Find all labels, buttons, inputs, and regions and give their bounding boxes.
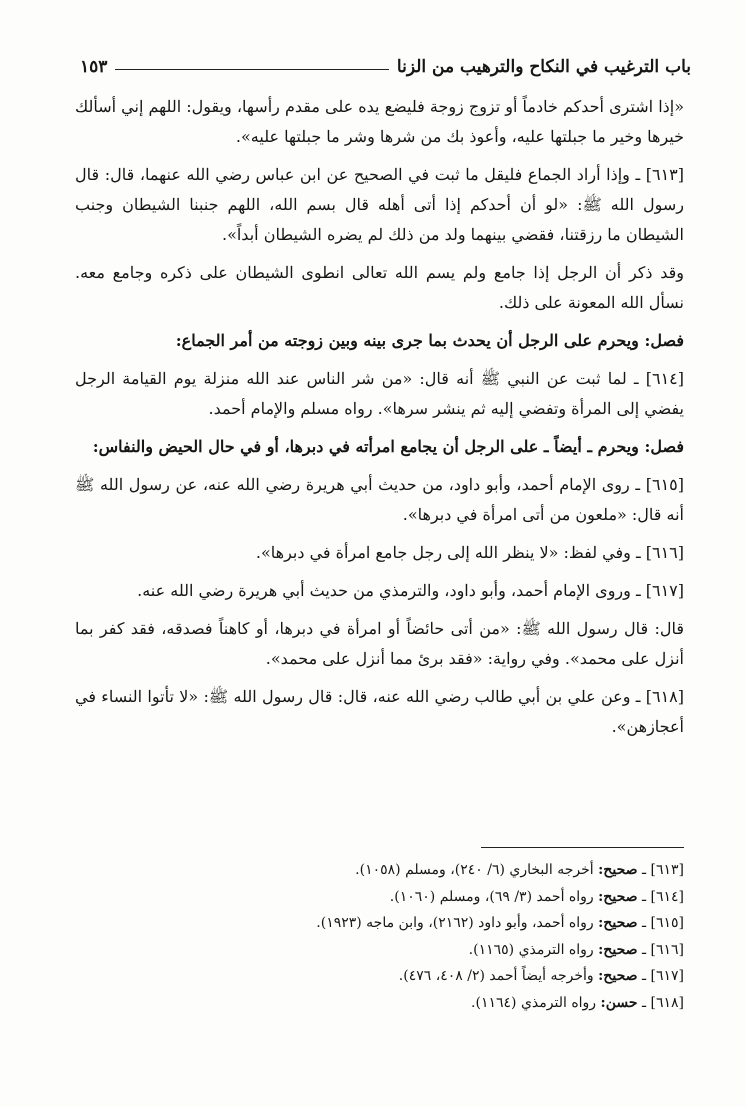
footnote-text: أخرجه البخاري (٦/ ٢٤٠)، ومسلم (١٠٥٨). [355,862,594,878]
footnotes [75,857,684,1016]
footnote-rule [481,847,684,848]
footnote-grade: صحيح: [598,862,638,878]
paragraph: [٦١٧] ـ وروى الإمام أحمد، وأبو داود، والترمذي من حديث أبي هريرة رضي الله عنه. [137,581,684,600]
chapter-title: باب الترغيب في النكاح والترهيب من الزنا [396,57,691,77]
footnote-ref: [٦١٥] ـ [641,915,684,931]
footnote [75,990,684,1017]
footnote-text: رواه أحمد، وأبو داود (٢١٦٢)، وابن ماجه (١٩٢٣). [316,915,594,931]
footnote-grade: صحيح: [598,915,638,931]
footnote-ref: [٦١٨] ـ [641,994,684,1011]
footnote [75,937,684,964]
section-heading: فصل: ويحرم ـ أيضاً ـ على الرجل أن يجامع امرأته في دبرها، أو في حال الحيض والنفاس: [92,437,684,456]
header-rule [115,69,389,70]
footnote-ref: [٦١٦] ـ [641,941,684,958]
footnote-ref: [٦١٧] ـ [641,968,684,984]
section-heading: فصل: ويحرم على الرجل أن يحدث بما جرى بينه وبين زوجته من أمر الجماع: [175,331,684,350]
paragraph: «إذا اشترى أحدكم خادماً أو تزوج زوجة فليضع يده على مقدم رأسها، ويقول: اللهم إني أسألك خيرها وخير ما جبلتها عليه، وأعوذ بك من شرها وشر ما جبلتها عليه». [75,97,684,146]
paragraph: [٦١٦] ـ وفي لفظ: «لا ينظر الله إلى رجل جامع امرأة في دبرها». [255,543,684,562]
footnote-text: رواه أحمد (٣/ ٦٩)، ومسلم (١٠٦٠). [389,888,594,905]
main-text [75,92,684,750]
paragraph: قال: قال رسول الله ﷺ: «من أتى حائضاً أو امرأة في دبرها، أو كاهناً فصدقه، فقد كفر بما أنزل على محمد». وفي رواية: «فقد برئ مما أنزل على محمد». [75,619,684,668]
footnote-ref: [٦١٤] ـ [641,888,684,905]
paragraph: [٦١٨] ـ وعن علي بن أبي طالب رضي الله عنه، قال: قال رسول الله ﷺ: «لا تأتوا النساء في أعجازهن». [75,687,685,736]
footnote-grade: حسن: [600,994,638,1011]
footnote [75,963,684,990]
footnote-ref: [٦١٣] ـ [641,862,684,878]
footnote-text: وأخرجه أيضاً أحمد (٢/ ٤٠٨، ٤٧٦). [398,968,594,984]
footnote-text: رواه الترمذي (١١٦٤). [471,994,597,1011]
footnote [75,884,684,911]
footnote-text: رواه الترمذي (١١٦٥). [468,941,594,958]
paragraph: [٦١٣] ـ وإذا أراد الجماع فليقل ما ثبت في الصحيح عن ابن عباس رضي الله عنهما، قال: قال رسول الله ﷺ: «لو أن أحدكم إذا أتى أهله قال بسم الله، اللهم جنبنا الشيطان وجنب الشيطان ما رزقتنا، فقضي بينهما ولد من ذلك لم يضره الشيطان أبداً». [75,165,684,244]
paragraph: [٦١٥] ـ روى الإمام أحمد، وأبو داود، من حديث أبي هريرة رضي الله عنه، عن رسول الله ﷺ أنه قال: «ملعون من أتى امرأة في دبرها». [75,475,684,524]
footnote [75,910,684,937]
paragraph: وقد ذكر أن الرجل إذا جامع ولم يسم الله تعالى انطوى الشيطان على ذكره وجامع معه. نسأل الله المعونة على ذلك. [75,263,684,312]
footnote-grade: صحيح: [598,968,638,984]
running-header [80,50,691,84]
footnote [75,857,684,884]
footnote-grade: صحيح: [598,941,638,958]
paragraph: [٦١٤] ـ لما ثبت عن النبي ﷺ أنه قال: «من شر الناس عند الله منزلة يوم القيامة الرجل يفضي إلى المرأة وتفضي إليه ثم ينشر سرها». رواه مسلم والإمام أحمد. [75,369,684,418]
page-number: ١٥٣ [80,57,108,77]
footnote-grade: صحيح: [598,888,638,905]
